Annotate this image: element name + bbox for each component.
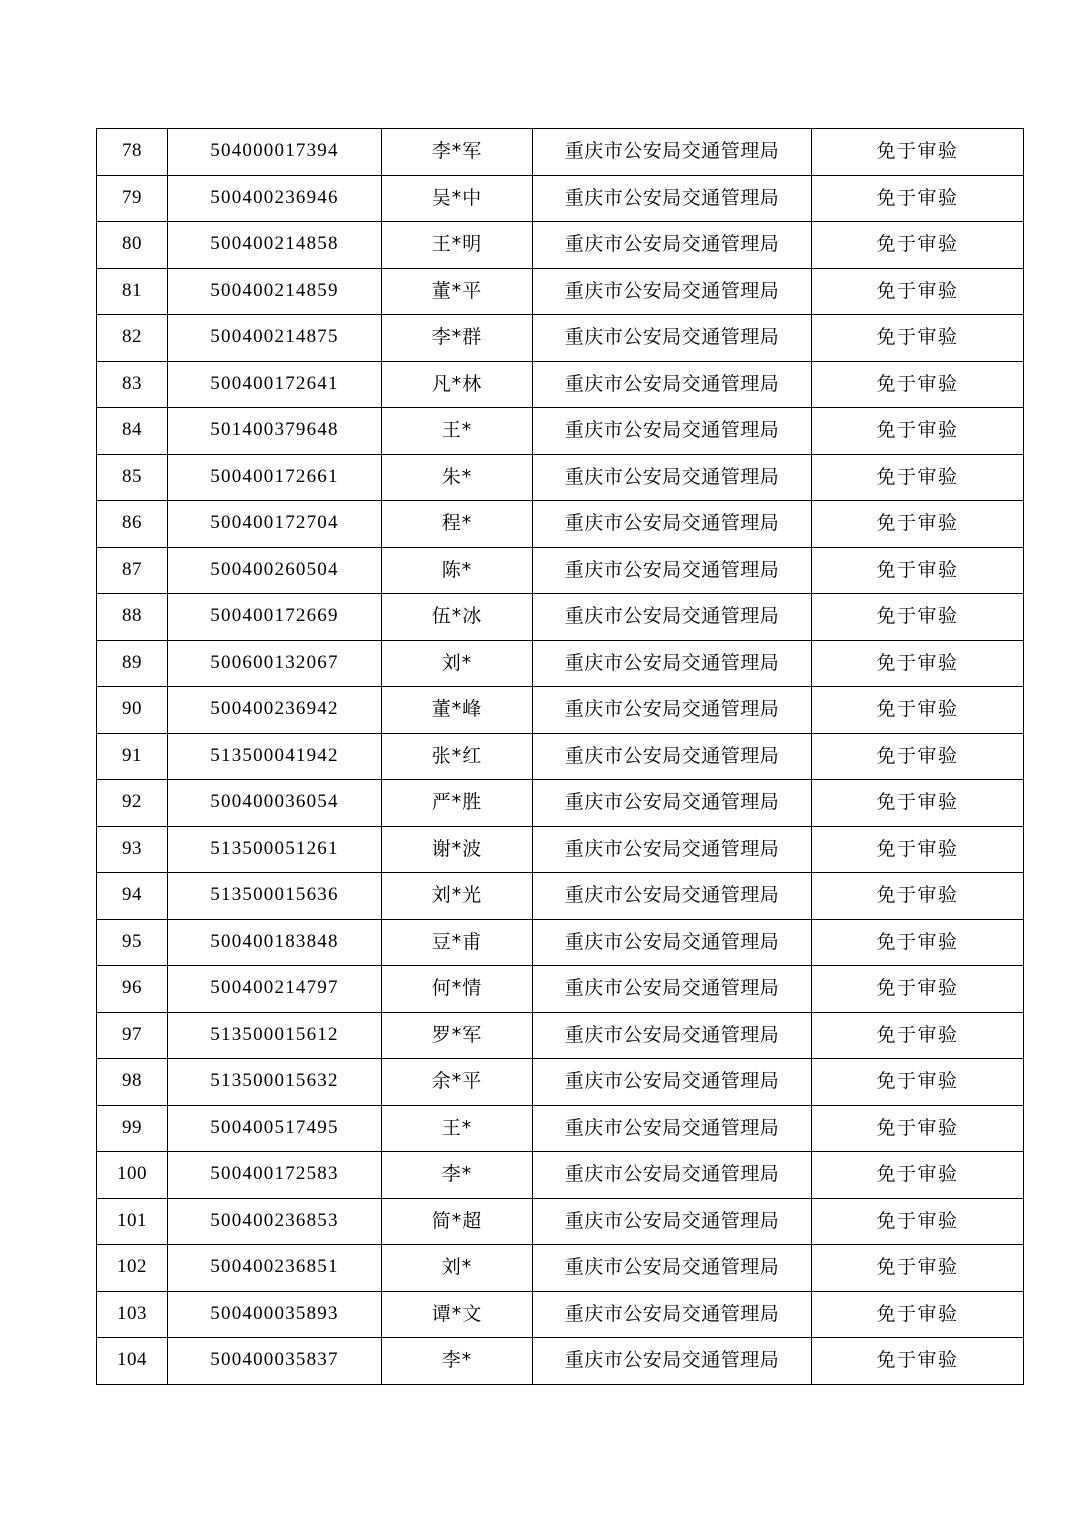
table-cell-organization: 重庆市公安局交通管理局: [533, 361, 812, 408]
table-cell-license-id: 500400236942: [168, 687, 382, 734]
table-cell-status: 免于审验: [812, 1245, 1024, 1292]
table-cell-index: 84: [97, 408, 168, 455]
table-row: [97, 733, 1024, 780]
table-cell-organization: 重庆市公安局交通管理局: [533, 594, 812, 641]
records-table: [96, 128, 1024, 1385]
table-row: [97, 1291, 1024, 1338]
table-cell-organization: 重庆市公安局交通管理局: [533, 547, 812, 594]
table-cell-license-id: 500400236851: [168, 1245, 382, 1292]
table-cell-license-id: 500400236853: [168, 1198, 382, 1245]
table-cell-license-id: 500400035893: [168, 1291, 382, 1338]
table-cell-status: 免于审验: [812, 640, 1024, 687]
table-row: [97, 780, 1024, 827]
table-row: [97, 919, 1024, 966]
table-cell-status: 免于审验: [812, 454, 1024, 501]
table-cell-name: 谢*波: [382, 826, 533, 873]
table-cell-organization: 重庆市公安局交通管理局: [533, 1012, 812, 1059]
table-cell-organization: 重庆市公安局交通管理局: [533, 1291, 812, 1338]
table-cell-index: 98: [97, 1059, 168, 1106]
table-cell-status: 免于审验: [812, 175, 1024, 222]
table-row: [97, 501, 1024, 548]
table-cell-license-id: 500400214859: [168, 268, 382, 315]
table-cell-name: 刘*: [382, 1245, 533, 1292]
table-cell-license-id: 513500015612: [168, 1012, 382, 1059]
table-cell-license-id: 500400260504: [168, 547, 382, 594]
table-cell-name: 王*: [382, 408, 533, 455]
records-table-body: [97, 129, 1024, 1385]
table-row: [97, 1152, 1024, 1199]
table-cell-status: 免于审验: [812, 1152, 1024, 1199]
table-cell-index: 96: [97, 966, 168, 1013]
table-cell-index: 88: [97, 594, 168, 641]
table-cell-index: 89: [97, 640, 168, 687]
table-cell-name: 何*情: [382, 966, 533, 1013]
table-cell-index: 79: [97, 175, 168, 222]
table-cell-index: 97: [97, 1012, 168, 1059]
table-cell-license-id: 501400379648: [168, 408, 382, 455]
table-cell-status: 免于审验: [812, 315, 1024, 362]
table-cell-status: 免于审验: [812, 361, 1024, 408]
table-cell-organization: 重庆市公安局交通管理局: [533, 1198, 812, 1245]
table-cell-index: 103: [97, 1291, 168, 1338]
table-row: [97, 826, 1024, 873]
table-cell-organization: 重庆市公安局交通管理局: [533, 780, 812, 827]
table-cell-index: 86: [97, 501, 168, 548]
table-cell-status: 免于审验: [812, 826, 1024, 873]
table-cell-name: 伍*冰: [382, 594, 533, 641]
table-cell-license-id: 500400517495: [168, 1105, 382, 1152]
table-row: [97, 175, 1024, 222]
table-cell-index: 102: [97, 1245, 168, 1292]
table-cell-name: 豆*甫: [382, 919, 533, 966]
table-cell-license-id: 500400183848: [168, 919, 382, 966]
table-row: [97, 640, 1024, 687]
table-cell-organization: 重庆市公安局交通管理局: [533, 919, 812, 966]
table-cell-name: 李*军: [382, 129, 533, 176]
table-cell-license-id: 500400172641: [168, 361, 382, 408]
table-cell-organization: 重庆市公安局交通管理局: [533, 966, 812, 1013]
table-cell-index: 95: [97, 919, 168, 966]
table-cell-status: 免于审验: [812, 1338, 1024, 1385]
table-cell-status: 免于审验: [812, 687, 1024, 734]
table-cell-organization: 重庆市公安局交通管理局: [533, 408, 812, 455]
table-row: [97, 547, 1024, 594]
table-cell-status: 免于审验: [812, 733, 1024, 780]
table-cell-status: 免于审验: [812, 408, 1024, 455]
table-cell-organization: 重庆市公安局交通管理局: [533, 826, 812, 873]
table-cell-name: 陈*: [382, 547, 533, 594]
table-row: [97, 1105, 1024, 1152]
table-row: [97, 1012, 1024, 1059]
table-cell-organization: 重庆市公安局交通管理局: [533, 1338, 812, 1385]
table-cell-license-id: 504000017394: [168, 129, 382, 176]
table-cell-license-id: 500400172583: [168, 1152, 382, 1199]
table-cell-name: 谭*文: [382, 1291, 533, 1338]
table-cell-organization: 重庆市公安局交通管理局: [533, 687, 812, 734]
table-cell-license-id: 500400036054: [168, 780, 382, 827]
table-cell-license-id: 500400214797: [168, 966, 382, 1013]
table-cell-status: 免于审验: [812, 966, 1024, 1013]
table-cell-name: 严*胜: [382, 780, 533, 827]
table-cell-license-id: 513500051261: [168, 826, 382, 873]
table-cell-name: 程*: [382, 501, 533, 548]
table-cell-name: 罗*军: [382, 1012, 533, 1059]
table-cell-organization: 重庆市公安局交通管理局: [533, 1105, 812, 1152]
table-cell-license-id: 513500015636: [168, 873, 382, 920]
table-cell-index: 83: [97, 361, 168, 408]
table-row: [97, 873, 1024, 920]
table-row: [97, 1198, 1024, 1245]
table-cell-license-id: 500400214875: [168, 315, 382, 362]
table-cell-name: 张*红: [382, 733, 533, 780]
table-cell-name: 吴*中: [382, 175, 533, 222]
table-cell-name: 余*平: [382, 1059, 533, 1106]
table-cell-index: 104: [97, 1338, 168, 1385]
table-cell-organization: 重庆市公安局交通管理局: [533, 129, 812, 176]
table-cell-license-id: 500400172669: [168, 594, 382, 641]
table-cell-name: 董*平: [382, 268, 533, 315]
table-cell-index: 94: [97, 873, 168, 920]
table-cell-index: 85: [97, 454, 168, 501]
table-cell-status: 免于审验: [812, 594, 1024, 641]
table-cell-organization: 重庆市公安局交通管理局: [533, 1152, 812, 1199]
table-cell-name: 李*: [382, 1152, 533, 1199]
table-cell-index: 92: [97, 780, 168, 827]
table-row: [97, 361, 1024, 408]
table-cell-name: 董*峰: [382, 687, 533, 734]
table-row: [97, 315, 1024, 362]
table-cell-name: 王*明: [382, 222, 533, 269]
table-cell-status: 免于审验: [812, 1198, 1024, 1245]
table-cell-name: 刘*: [382, 640, 533, 687]
table-cell-license-id: 500400035837: [168, 1338, 382, 1385]
table-cell-status: 免于审验: [812, 547, 1024, 594]
table-cell-index: 78: [97, 129, 168, 176]
table-cell-index: 80: [97, 222, 168, 269]
table-row: [97, 687, 1024, 734]
table-cell-index: 81: [97, 268, 168, 315]
table-cell-organization: 重庆市公安局交通管理局: [533, 175, 812, 222]
table-cell-organization: 重庆市公安局交通管理局: [533, 733, 812, 780]
table-cell-organization: 重庆市公安局交通管理局: [533, 315, 812, 362]
table-cell-license-id: 500400236946: [168, 175, 382, 222]
table-cell-organization: 重庆市公安局交通管理局: [533, 1245, 812, 1292]
table-cell-status: 免于审验: [812, 268, 1024, 315]
table-row: [97, 966, 1024, 1013]
table-cell-license-id: 500600132067: [168, 640, 382, 687]
table-row: [97, 129, 1024, 176]
table-cell-status: 免于审验: [812, 919, 1024, 966]
table-cell-status: 免于审验: [812, 222, 1024, 269]
table-cell-index: 87: [97, 547, 168, 594]
table-row: [97, 594, 1024, 641]
table-cell-index: 101: [97, 1198, 168, 1245]
table-cell-organization: 重庆市公安局交通管理局: [533, 640, 812, 687]
table-cell-license-id: 513500015632: [168, 1059, 382, 1106]
table-cell-status: 免于审验: [812, 1012, 1024, 1059]
table-row: [97, 268, 1024, 315]
table-row: [97, 1059, 1024, 1106]
table-cell-name: 李*群: [382, 315, 533, 362]
table-cell-index: 91: [97, 733, 168, 780]
table-row: [97, 1245, 1024, 1292]
table-cell-status: 免于审验: [812, 1291, 1024, 1338]
table-cell-index: 90: [97, 687, 168, 734]
table-cell-index: 99: [97, 1105, 168, 1152]
table-cell-organization: 重庆市公安局交通管理局: [533, 1059, 812, 1106]
table-cell-status: 免于审验: [812, 1059, 1024, 1106]
table-cell-status: 免于审验: [812, 129, 1024, 176]
table-cell-status: 免于审验: [812, 501, 1024, 548]
table-row: [97, 408, 1024, 455]
table-cell-name: 朱*: [382, 454, 533, 501]
table-cell-organization: 重庆市公安局交通管理局: [533, 873, 812, 920]
table-row: [97, 222, 1024, 269]
table-cell-index: 82: [97, 315, 168, 362]
table-cell-index: 100: [97, 1152, 168, 1199]
table-cell-status: 免于审验: [812, 1105, 1024, 1152]
table-cell-status: 免于审验: [812, 873, 1024, 920]
table-cell-organization: 重庆市公安局交通管理局: [533, 222, 812, 269]
table-cell-license-id: 513500041942: [168, 733, 382, 780]
table-cell-name: 刘*光: [382, 873, 533, 920]
table-cell-organization: 重庆市公安局交通管理局: [533, 454, 812, 501]
table-row: [97, 454, 1024, 501]
table-cell-name: 王*: [382, 1105, 533, 1152]
table-cell-status: 免于审验: [812, 780, 1024, 827]
table-cell-license-id: 500400214858: [168, 222, 382, 269]
table-cell-index: 93: [97, 826, 168, 873]
table-cell-name: 李*: [382, 1338, 533, 1385]
table-cell-organization: 重庆市公安局交通管理局: [533, 268, 812, 315]
table-row: [97, 1338, 1024, 1385]
table-cell-license-id: 500400172704: [168, 501, 382, 548]
table-cell-organization: 重庆市公安局交通管理局: [533, 501, 812, 548]
table-cell-name: 简*超: [382, 1198, 533, 1245]
table-cell-license-id: 500400172661: [168, 454, 382, 501]
table-cell-name: 凡*林: [382, 361, 533, 408]
